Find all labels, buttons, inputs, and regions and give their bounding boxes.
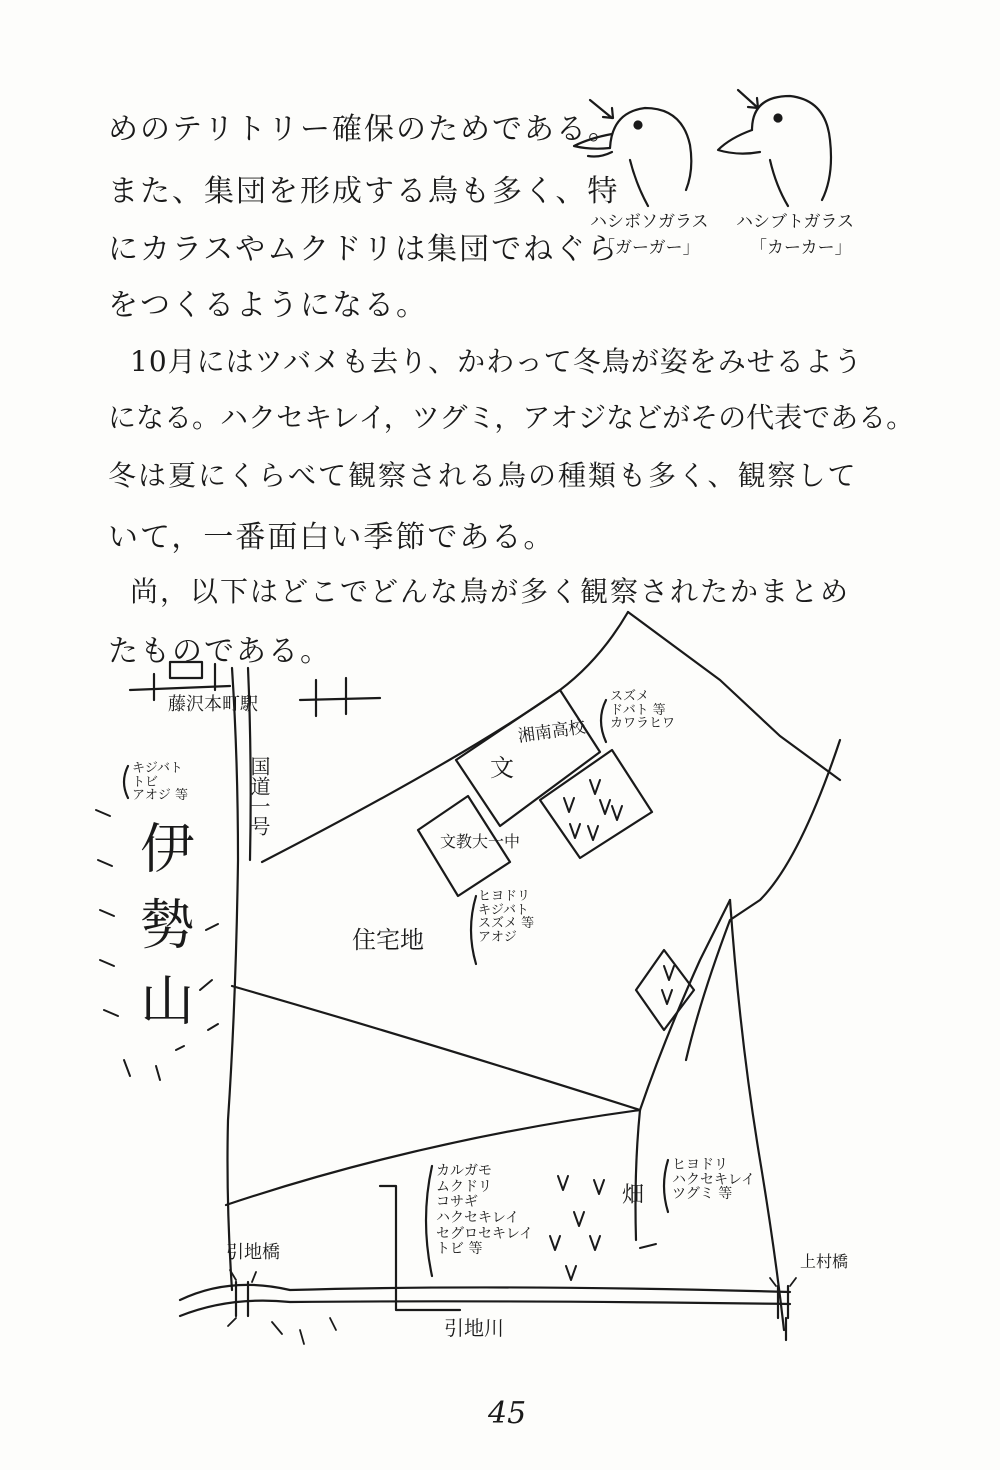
residential-bird-1: ヒヨドリ xyxy=(478,889,531,904)
text-line-9: 尚，以下はどこでどんな鳥が多く観察されたかまとめ xyxy=(130,575,851,608)
text-line-5: 10月にはツバメも去り、かわって冬鳥が姿をみせるよう xyxy=(130,345,863,378)
text-line-3: にカラスやムクドリは集団でねぐら xyxy=(108,232,620,267)
residential-bird-2: キジバト xyxy=(478,902,529,918)
school-bird-2: ドバト 等 xyxy=(610,702,666,718)
residential-bird-4: アオジ xyxy=(478,929,517,945)
residential-label: 住宅地 xyxy=(352,926,424,954)
paddy-birds-list xyxy=(436,1164,533,1258)
text-line-10: たものである。 xyxy=(108,634,332,669)
paddy-bird-6: トビ 等 xyxy=(436,1241,483,1258)
text-line-8: いて，一番面白い季節である。 xyxy=(108,520,556,555)
text-line-4: をつくるようになる。 xyxy=(108,288,428,323)
crow-right-name: ハシブトガラス xyxy=(736,212,854,232)
isesan-bird-1: キジバト xyxy=(132,761,183,776)
isesan-bird-2: トビ xyxy=(132,774,159,790)
bun-label: 文 xyxy=(490,754,514,782)
crow-right-call: 「カーカー」 xyxy=(750,238,852,258)
field-bird-1: ヒヨドリ xyxy=(672,1157,728,1173)
text-line-1: めのテリトリー確保のためである。 xyxy=(108,112,620,147)
paddy-bird-1: カルガモ xyxy=(436,1163,492,1179)
highway-label: 国道一号 xyxy=(247,756,271,836)
crow-left-call: 「ガーガー」 xyxy=(598,238,700,258)
text-line-2: また、集団を形成する鳥も多く、特 xyxy=(108,174,620,209)
crow-right-illustration xyxy=(718,90,831,206)
text-line-7: 冬は夏にくらべて観察される鳥の種類も多く、観察して xyxy=(108,459,858,492)
school-bird-1: スズメ xyxy=(610,689,650,704)
school-label: 湘南高校 xyxy=(516,717,587,747)
paddy-bird-3: コサギ xyxy=(436,1194,478,1211)
paddy-bird-2: ムクドリ xyxy=(436,1178,492,1195)
text-line-6: になる。ハクセキレイ，ツグミ，アオジなどがその代表である。 xyxy=(108,401,915,434)
station-label: 藤沢本町駅 xyxy=(168,694,258,715)
field-bird-3: ツグミ 等 xyxy=(672,1186,733,1203)
school-birds-list xyxy=(610,690,675,731)
isesan-birds-list xyxy=(132,762,188,803)
field-label: 畑 xyxy=(622,1183,645,1208)
isesan-label: 伊勢山 xyxy=(131,820,195,1048)
paddy-bird-4: ハクセキレイ xyxy=(436,1210,520,1227)
kamimura-bridge-label: 上村橋 xyxy=(800,1252,849,1271)
river-label: 引地川 xyxy=(444,1316,504,1340)
paddy-bird-5: セグロセキレイ xyxy=(436,1225,534,1242)
field-bird-2: ハクセキレイ xyxy=(672,1171,756,1188)
crow-left-illustration xyxy=(574,100,691,206)
hikiji-bridge-label: 引地橋 xyxy=(226,1242,280,1263)
field-birds-list xyxy=(672,1158,755,1202)
residential-bird-3: スズメ 等 xyxy=(478,916,535,932)
school2-label: 文教大一中 xyxy=(440,832,521,851)
crow-left-name: ハシボソガラス xyxy=(590,212,709,232)
isesan-bird-3: アオジ 等 xyxy=(132,788,189,804)
page-number: 45 xyxy=(488,1396,527,1431)
residential-birds-list xyxy=(478,890,534,945)
school-bird-3: カワラヒワ xyxy=(610,716,676,732)
